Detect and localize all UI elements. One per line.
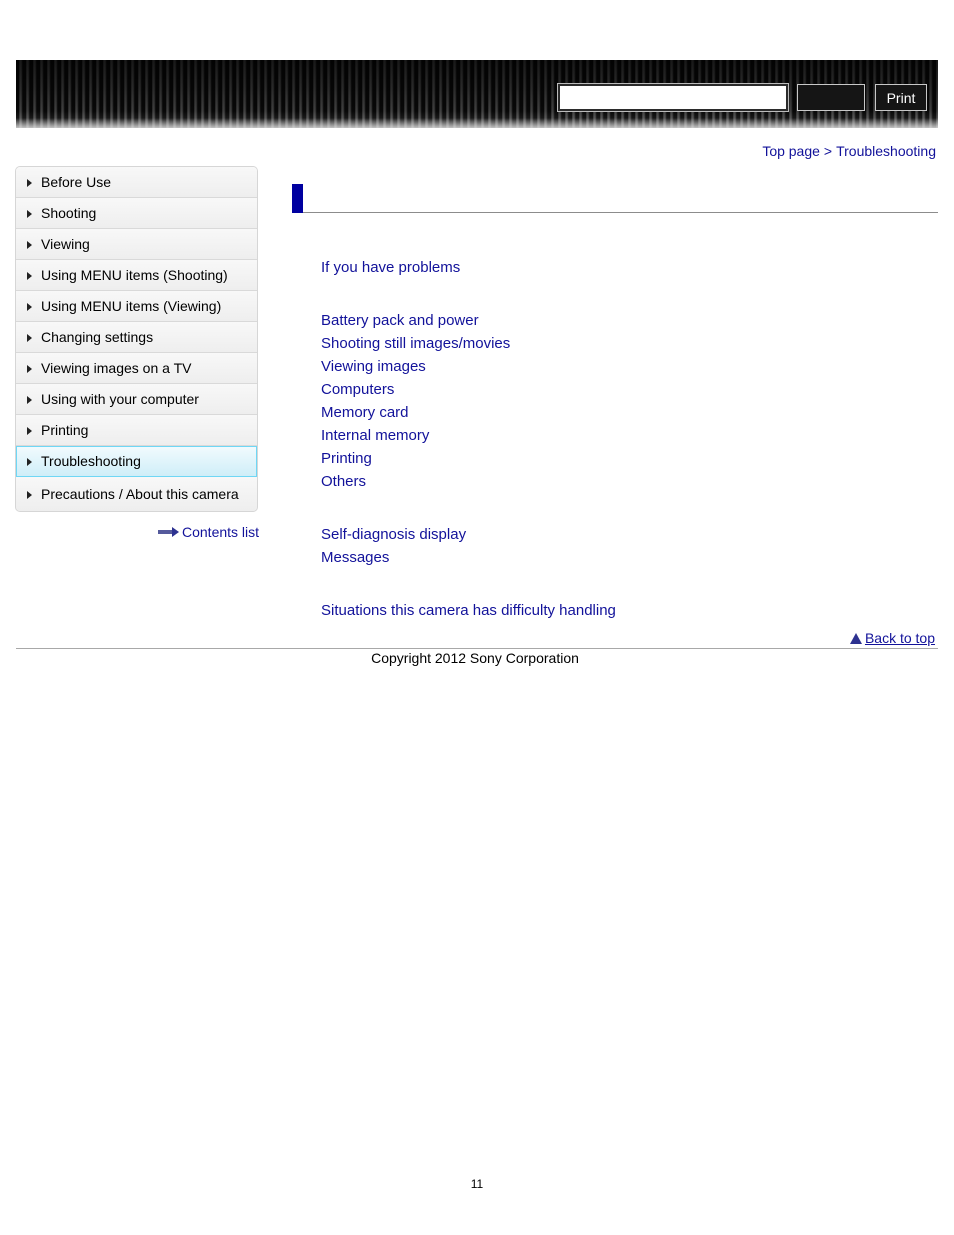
sidebar-item-label: Precautions / About this camera: [41, 486, 239, 502]
print-button[interactable]: Print: [875, 84, 927, 111]
triangle-right-icon: [27, 272, 32, 280]
sidebar-item-label: Using with your computer: [41, 391, 199, 407]
sidebar-item-label: Shooting: [41, 205, 97, 221]
link-viewing-images[interactable]: Viewing images: [321, 358, 426, 375]
sidebar-item-changing-settings[interactable]: [16, 322, 257, 353]
sidebar-item-menu-shooting[interactable]: [16, 260, 257, 291]
link-difficult-situations[interactable]: Situations this camera has difficulty handling: [321, 602, 616, 619]
triangle-right-icon: [27, 365, 32, 373]
sidebar-item-viewing-on-tv[interactable]: [16, 353, 257, 384]
back-to-top-label: Back to top: [864, 630, 935, 646]
title-divider: [303, 212, 938, 213]
link-battery-pack-power[interactable]: Battery pack and power: [321, 312, 479, 329]
sidebar-item-label: Viewing images on a TV: [41, 360, 192, 376]
triangle-up-icon: [850, 633, 862, 644]
link-group-topics: [321, 309, 510, 493]
triangle-right-icon: [27, 303, 32, 311]
sidebar-item-troubleshooting[interactable]: [16, 446, 257, 477]
contents-list-link[interactable]: [158, 524, 259, 540]
search-button[interactable]: [797, 84, 865, 111]
arrow-right-icon: [158, 527, 180, 537]
sidebar-nav: [15, 166, 258, 512]
link-self-diagnosis-display[interactable]: Self-diagnosis display: [321, 526, 467, 543]
sidebar-item-shooting[interactable]: [16, 198, 257, 229]
search-input[interactable]: [558, 84, 788, 111]
triangle-right-icon: [27, 396, 32, 404]
sidebar-item-label: Before Use: [41, 174, 112, 190]
sidebar-item-using-computer[interactable]: [16, 384, 257, 415]
footer-divider: [16, 648, 938, 649]
back-to-top-link[interactable]: [850, 630, 935, 646]
link-printing[interactable]: Printing: [321, 450, 372, 467]
link-memory-card[interactable]: Memory card: [321, 404, 409, 421]
link-internal-memory[interactable]: Internal memory: [321, 427, 430, 444]
breadcrumb-separator: >: [823, 143, 833, 159]
breadcrumb: [762, 143, 936, 159]
sidebar-item-before-use[interactable]: [16, 167, 257, 198]
triangle-right-icon: [27, 491, 32, 499]
title-marker: [292, 184, 303, 213]
triangle-right-icon: [27, 334, 32, 342]
link-group-diagnostics: [321, 523, 466, 569]
sidebar-item-label: Using MENU items (Viewing): [41, 298, 222, 314]
copyright-text: Copyright 2012 Sony Corporation: [371, 650, 579, 666]
sidebar-item-label: Using MENU items (Shooting): [41, 267, 228, 283]
link-if-you-have-problems[interactable]: If you have problems: [321, 259, 461, 276]
sidebar-item-printing[interactable]: [16, 415, 257, 446]
link-computers[interactable]: Computers: [321, 381, 395, 398]
link-shooting-still-movies[interactable]: Shooting still images/movies: [321, 335, 511, 352]
triangle-right-icon: [27, 427, 32, 435]
sidebar-item-menu-viewing[interactable]: [16, 291, 257, 322]
link-messages[interactable]: Messages: [321, 549, 390, 566]
sidebar-item-viewing[interactable]: [16, 229, 257, 260]
header-bar: [16, 60, 938, 128]
sidebar-item-label: Troubleshooting: [41, 453, 141, 469]
breadcrumb-top-page[interactable]: Top page: [762, 143, 820, 159]
sidebar-item-label: Changing settings: [41, 329, 154, 345]
sidebar-item-precautions[interactable]: [16, 477, 257, 511]
sidebar-item-label: Printing: [41, 422, 89, 438]
triangle-right-icon: [27, 210, 32, 218]
triangle-right-icon: [27, 179, 32, 187]
sidebar-item-label: Viewing: [41, 236, 90, 252]
breadcrumb-current[interactable]: Troubleshooting: [836, 143, 936, 159]
link-group-problems: [321, 256, 460, 279]
link-others[interactable]: Others: [321, 473, 367, 490]
link-group-situations: [321, 599, 616, 622]
triangle-right-icon: [27, 458, 32, 466]
triangle-right-icon: [27, 241, 32, 249]
contents-list-label: Contents list: [182, 524, 260, 540]
page-number: 11: [470, 1177, 484, 1191]
